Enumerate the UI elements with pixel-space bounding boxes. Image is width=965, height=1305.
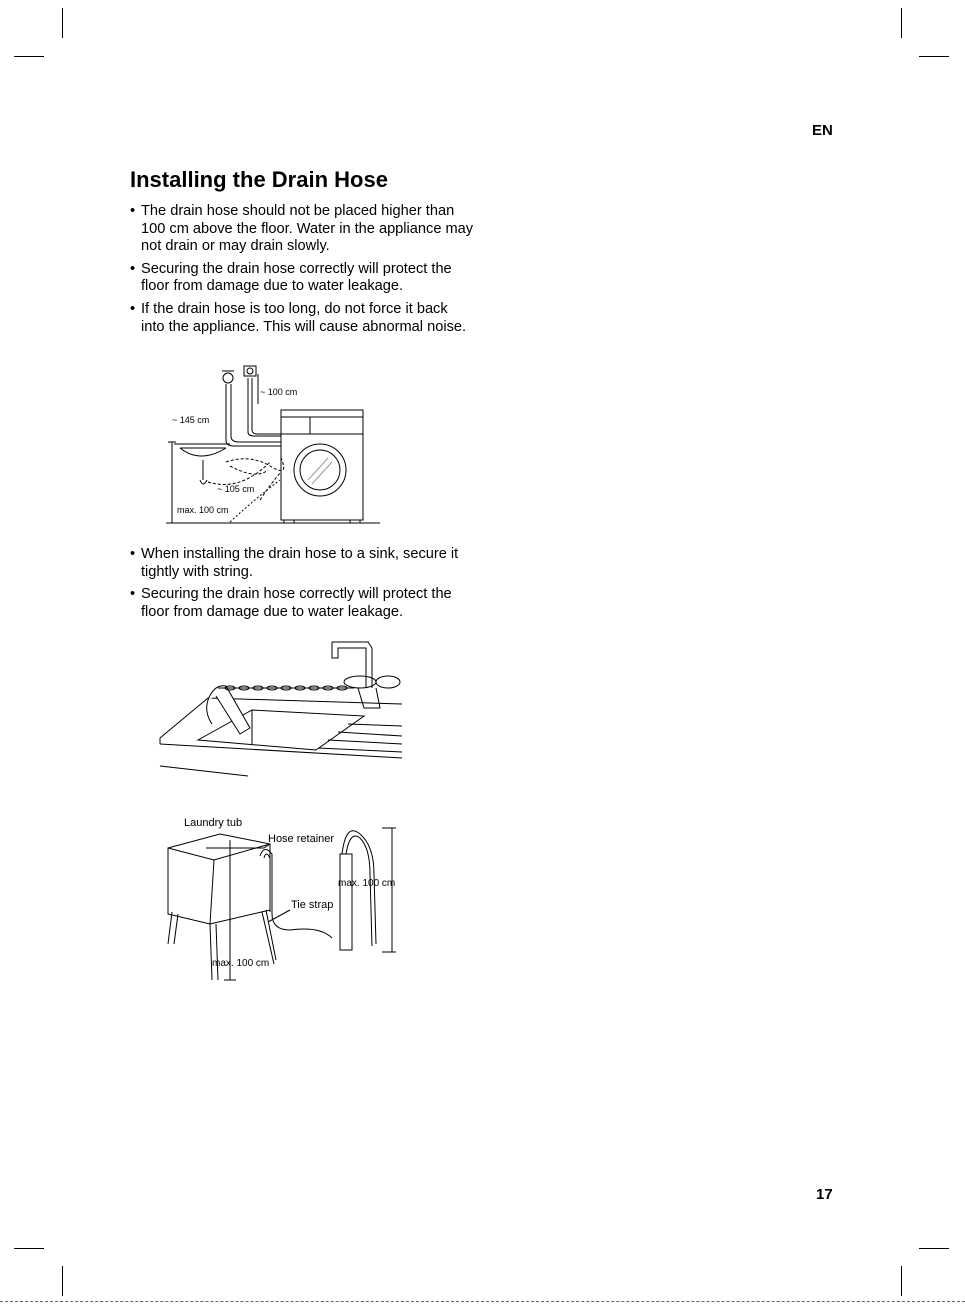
label-max-100cm: max. 100 cm — [177, 505, 229, 515]
page-number: 17 — [816, 1186, 833, 1203]
label-145cm: ~ 145 cm — [172, 415, 210, 425]
label-max-right: max. 100 cm — [338, 878, 396, 889]
crop-mark-top-right-v — [901, 8, 902, 38]
bullet-item: • If the drain hose is too long, do not force it back into the appliance. This will cause abnormal noise. — [130, 301, 475, 336]
sink-illustration — [158, 632, 406, 780]
crop-mark-bottom-left-v — [62, 1266, 63, 1296]
label-105cm: ~ 105 cm — [217, 484, 255, 494]
figure-washer-drain-heights — [160, 362, 390, 530]
bullet-item: • Securing the drain hose correctly will protect the floor from damage due to water leakage. — [130, 261, 475, 296]
section-title: Installing the Drain Hose — [130, 167, 388, 192]
bullet-list-bottom — [130, 546, 475, 626]
crop-mark-bottom-right-h — [919, 1248, 949, 1249]
crop-mark-bottom-right-v — [901, 1266, 902, 1296]
label-tie-strap: Tie strap — [291, 899, 334, 911]
crop-mark-top-left-h — [14, 56, 44, 57]
crop-mark-bottom-left-h — [14, 1248, 44, 1249]
bullet-list-top — [130, 203, 475, 341]
crop-mark-top-left-v — [62, 8, 63, 38]
bottom-cut-line — [0, 1301, 965, 1302]
label-100cm: ~ 100 cm — [260, 387, 298, 397]
label-max-left: max. 100 cm — [212, 958, 270, 969]
language-label: EN — [812, 122, 833, 139]
figure-laundry-tub — [160, 814, 400, 984]
bullet-item: • When installing the drain hose to a sink, secure it tightly with string. — [130, 546, 475, 581]
label-hose-retainer: Hose retainer — [268, 833, 335, 845]
label-laundry-tub: Laundry tub — [184, 817, 243, 829]
figure-sink-string — [158, 632, 406, 780]
bullet-item: • Securing the drain hose correctly will protect the floor from damage due to water leakage. — [130, 586, 475, 621]
bullet-item: • The drain hose should not be placed higher than 100 cm above the floor. Water in the appliance may not drain or may drain slowly. — [130, 203, 475, 256]
crop-mark-top-right-h — [919, 56, 949, 57]
